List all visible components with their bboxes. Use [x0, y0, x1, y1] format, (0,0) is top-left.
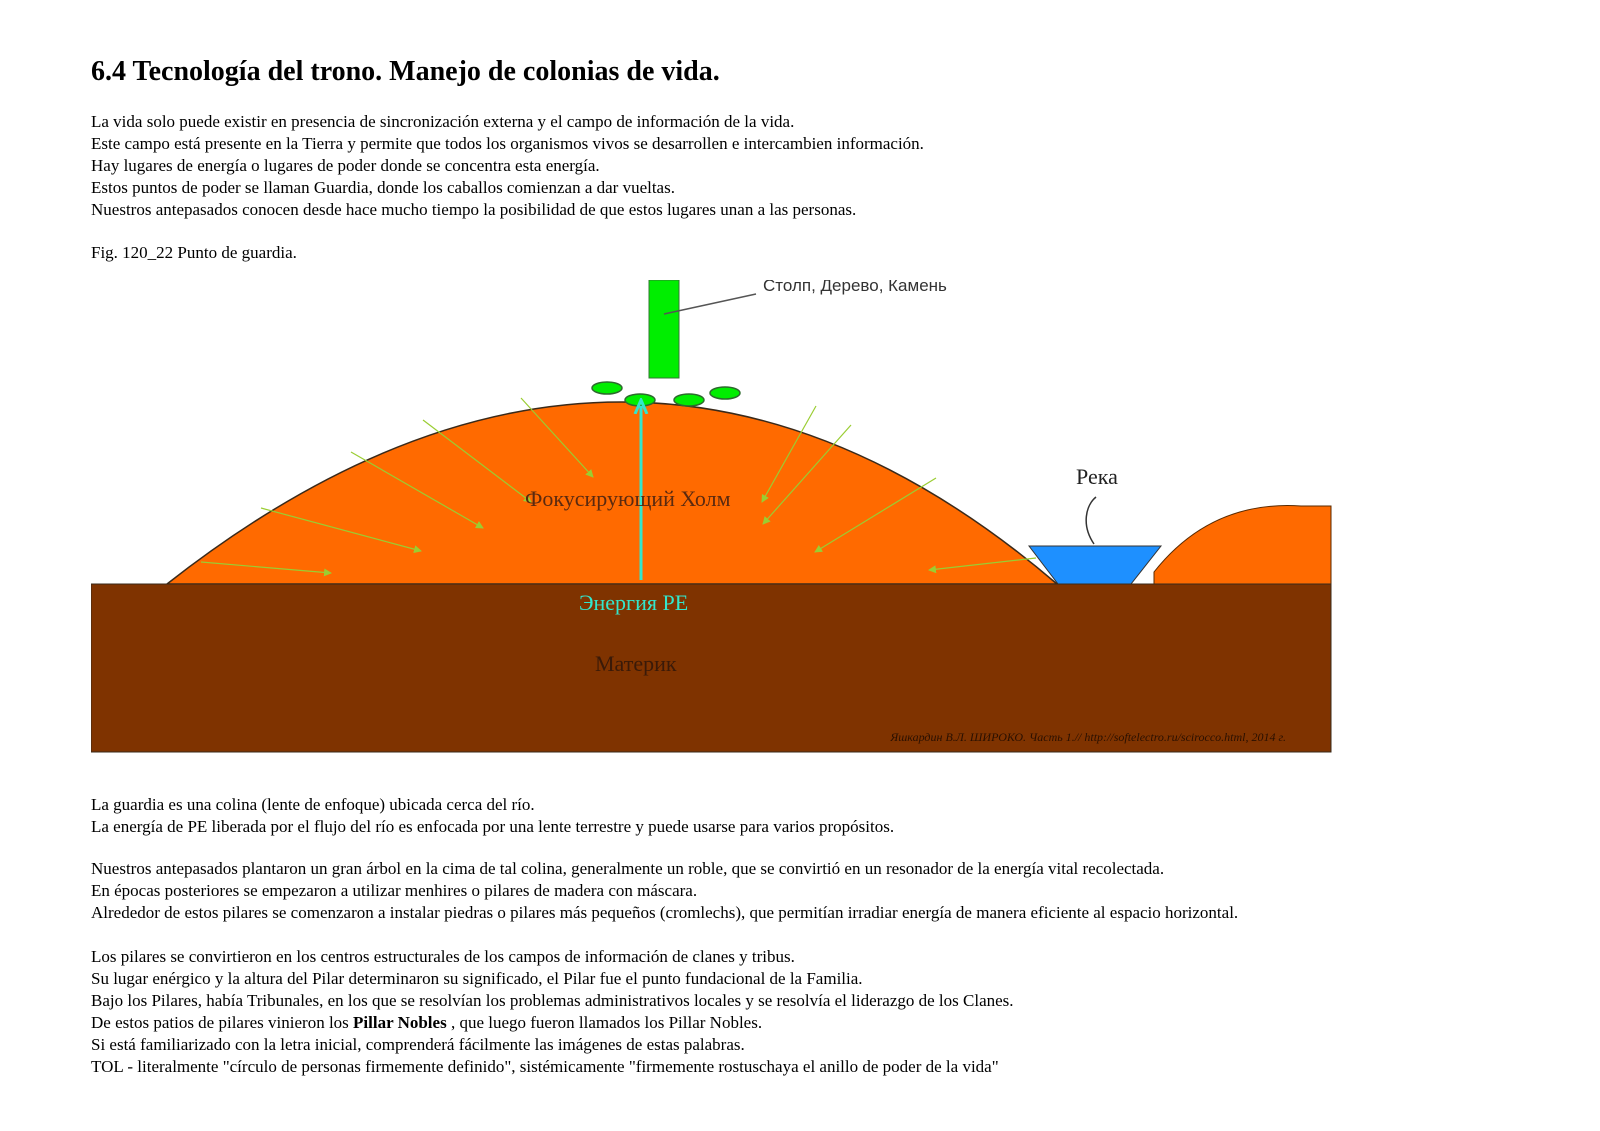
paragraph-line: La guardia es una colina (lente de enfoque) ubicada cerca del río.	[91, 795, 535, 814]
stone-shape	[710, 387, 740, 399]
paragraph-line-mixed	[91, 1012, 1014, 1034]
paragraph-line: Si está familiarizado con la letra inicial, comprenderá fácilmente las imágenes de estas palabras.	[91, 1035, 745, 1054]
paragraph-line: La energía de PE liberada por el flujo del río es enfocada por una lente terrestre y puede usarse para varios propósitos.	[91, 817, 895, 836]
paragraph-line: Los pilares se convirtieron en los centros estructurales de los campos de información de clanes y tribus.	[91, 947, 795, 966]
river-pointer-line	[1086, 497, 1096, 544]
figure-credit: Яшкардин В.Л. ШИРОКО. Часть 1.// http://softelectro.ru/scirocco.html, 2014 г.	[890, 730, 1286, 744]
hill-label: Фокусирующий Холм	[525, 486, 731, 511]
paragraph-line: Alrededor de estos pilares se comenzaron a instalar piedras o pilares más pequeños (cromlechs), que permitían irradiar energía de manera eficiente al espacio horizontal.	[91, 903, 1239, 922]
paragraph-line: Nuestros antepasados plantaron un gran árbol en la cima de tal colina, generalmente un roble, que se convirtió en un resonador de la energía vital recolectada.	[91, 859, 1165, 878]
intro-line: Estos puntos de poder se llaman Guardia, donde los caballos comienzan a dar vueltas.	[91, 178, 675, 197]
energy-label: Энергия PE	[579, 590, 689, 615]
pillar-label: Столп, Дерево, Камень	[763, 280, 947, 295]
ground-label: Материк	[595, 651, 677, 676]
paragraph-guardia	[91, 794, 894, 838]
paragraph-pillars	[91, 946, 1014, 1078]
intro-line: Este campo está presente en la Tierra y permite que todos los organismos vivos se desarrollen e intercambien información.	[91, 134, 924, 153]
intro-line: La vida solo puede existir en presencia de sincronización externa y el campo de información de la vida.	[91, 112, 795, 131]
text-segment: De estos patios de pilares vinieron los	[91, 1013, 354, 1032]
intro-paragraph	[91, 111, 924, 221]
figure-caption-text: Fig. 120_22 Punto de guardia.	[91, 243, 297, 262]
bold-term: Pillar Nobles	[353, 1013, 447, 1032]
page-title: 6.4 Tecnología del trono. Manejo de colonias de vida.	[91, 56, 720, 87]
mainland-ground	[91, 584, 1331, 752]
intro-line: Nuestros antepasados conocen desde hace mucho tiempo la posibilidad de que estos lugares unan a las personas.	[91, 200, 857, 219]
guard-point-diagram	[91, 280, 1335, 772]
text-segment: , que luego fueron llamados los Pillar Nobles.	[446, 1013, 763, 1032]
stone-shape	[674, 394, 704, 406]
paragraph-line: Su lugar enérgico y la altura del Pilar determinaron su significado, el Pilar fue el punto fundacional de la Familia.	[91, 969, 863, 988]
river-label: Река	[1076, 464, 1118, 489]
stone-shape	[592, 382, 622, 394]
small-hill-shape	[1154, 506, 1331, 584]
paragraph-line: En épocas posteriores se empezaron a utilizar menhires o pilares de madera con máscara.	[91, 881, 698, 900]
pillar-shape	[649, 280, 679, 378]
stone-shape	[625, 394, 655, 406]
paragraph-ancestors	[91, 858, 1238, 924]
paragraph-line: TOL - literalmente "círculo de personas firmemente definido", sistémicamente "firmemente rostuschaya el anillo de poder de la vida"	[91, 1057, 999, 1076]
paragraph-line: Bajo los Pilares, había Tribunales, en los que se resolvían los problemas administrativos locales y se resolvía el liderazgo de los Clanes.	[91, 991, 1014, 1010]
intro-line: Hay lugares de energía o lugares de poder donde se concentra esta energía.	[91, 156, 600, 175]
figure-caption	[91, 242, 297, 264]
